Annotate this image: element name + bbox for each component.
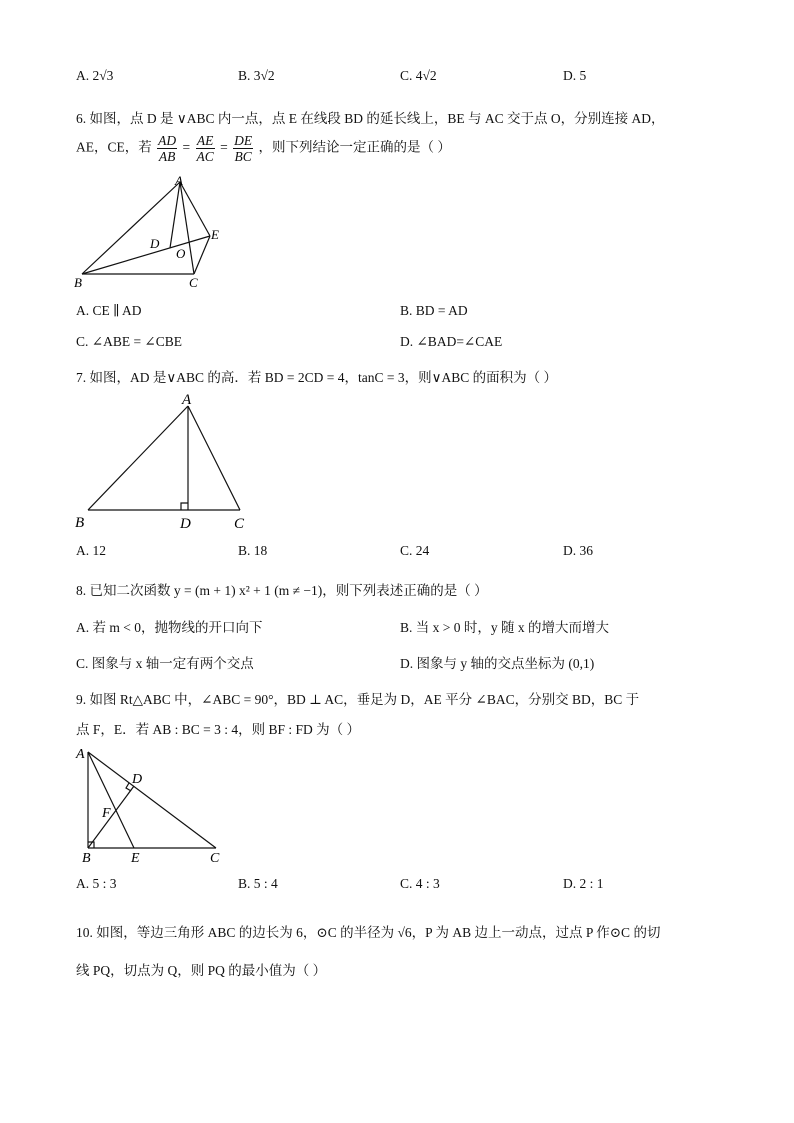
q8-option-c: C. 图象与 x 轴一定有两个交点 xyxy=(76,656,254,671)
q9-label-f: F xyxy=(102,806,111,821)
q8-option-b: B. 当 x > 0 时，y 随 x 的增大而增大 xyxy=(400,620,609,635)
q9-option-c: C. 4 : 3 xyxy=(400,876,440,891)
q6-label-c: C xyxy=(189,275,198,290)
q7-label-a: A xyxy=(182,392,192,408)
q9-option-d: D. 2 : 1 xyxy=(563,876,604,891)
q7-stem: 7. 如图，AD 是∨ABC 的高．若 BD = 2CD = 4，tanC = 3，则∨ABC 的面积为（ ） xyxy=(76,370,557,385)
q6-stem-line1: 6. 如图，点 D 是 ∨ABC 内一点，点 E 在线段 BD 的延长线上，BE 与 AC 交于点 O，分别连接 AD， xyxy=(76,111,665,126)
q7-label-d: D xyxy=(180,516,191,532)
q9-label-b: B xyxy=(82,851,91,866)
q6-figure xyxy=(70,172,230,292)
q9-option-a: A. 5 : 3 xyxy=(76,876,117,891)
q6-label-d: D xyxy=(150,236,160,251)
q6-suffix: ，则下列结论一定正确的是（ ） xyxy=(258,139,451,155)
q9-label-d: D xyxy=(132,772,143,787)
q7-figure xyxy=(70,390,260,535)
q9-label-c: C xyxy=(210,851,220,866)
q9-option-b: B. 5 : 4 xyxy=(238,876,278,891)
q7-label-b: B xyxy=(75,515,85,531)
q6-label-o: O xyxy=(176,246,186,261)
q8-option-d: D. 图象与 y 轴的交点坐标为 (0,1) xyxy=(400,656,595,671)
q6-fraction-3: $\frac{DE}{BC}$ xyxy=(234,133,253,164)
q7-option-d: D. 36 xyxy=(563,543,593,558)
q9-label-a: A xyxy=(76,747,85,762)
q6-label-a: A xyxy=(175,173,183,188)
q7-option-a: A. 12 xyxy=(76,543,106,558)
q8-stem: 8. 已知二次函数 y = (m + 1) x² + 1 (m ≠ −1)，则下列表述正确的是（ ） xyxy=(76,583,488,598)
q6-option-a: A. CE ∥ AD xyxy=(76,303,142,318)
q6-option-b: B. BD = AD xyxy=(400,303,468,318)
q8-option-a: A. 若 m < 0，抛物线的开口向下 xyxy=(76,620,263,635)
q6-label-b: B xyxy=(74,275,82,290)
q5-option-d: D. 5 xyxy=(563,68,587,83)
q6-fraction-2: $\frac{AE}{AC}$ xyxy=(196,133,214,164)
q6-option-c: C. ∠ABE = ∠CBE xyxy=(76,334,182,349)
q6-label-e: E xyxy=(211,227,219,242)
q9-label-e: E xyxy=(131,851,140,866)
q9-figure xyxy=(70,742,240,867)
q5-option-c: C. 4√2 xyxy=(400,68,437,83)
q10-stem-line1: 10. 如图，等边三角形 ABC 的边长为 6，⊙C 的半径为 √6，P 为 AB 边上一动点，过点 P 作⊙C 的切 xyxy=(76,925,661,940)
q7-label-c: C xyxy=(234,516,245,532)
q7-option-c: C. 24 xyxy=(400,543,430,558)
q9-stem-line2: 点 F，E．若 AB : BC = 3 : 4，则 BF : FD 为（ ） xyxy=(76,722,361,737)
q6-fraction-1: $\frac{AD}{AB}$ xyxy=(158,133,177,164)
q6-option-d: D. ∠BAD=∠CAE xyxy=(400,334,503,349)
q6-prefix: AE，CE，若 xyxy=(76,139,152,155)
q9-stem-line1: 9. 如图 Rt△ABC 中，∠ABC = 90°，BD ⊥ AC，垂足为 D，AE 平分 ∠BAC，分别交 BD，BC 于 xyxy=(76,692,640,707)
q7-option-b: B. 18 xyxy=(238,543,268,558)
q6-stem-line2: AE，CE，若 $\frac{AD}{AB}$ = $\frac{AE}{AC}$ = $\frac{DE}{BC}$ ，则下列结论一定正确的是（ ） xyxy=(76,133,451,164)
q5-option-a: A. 2√3 xyxy=(76,68,114,83)
q10-stem-line2: 线 PQ，切点为 Q，则 PQ 的最小值为（ ） xyxy=(76,963,327,978)
q5-option-b: B. 3√2 xyxy=(238,68,275,83)
